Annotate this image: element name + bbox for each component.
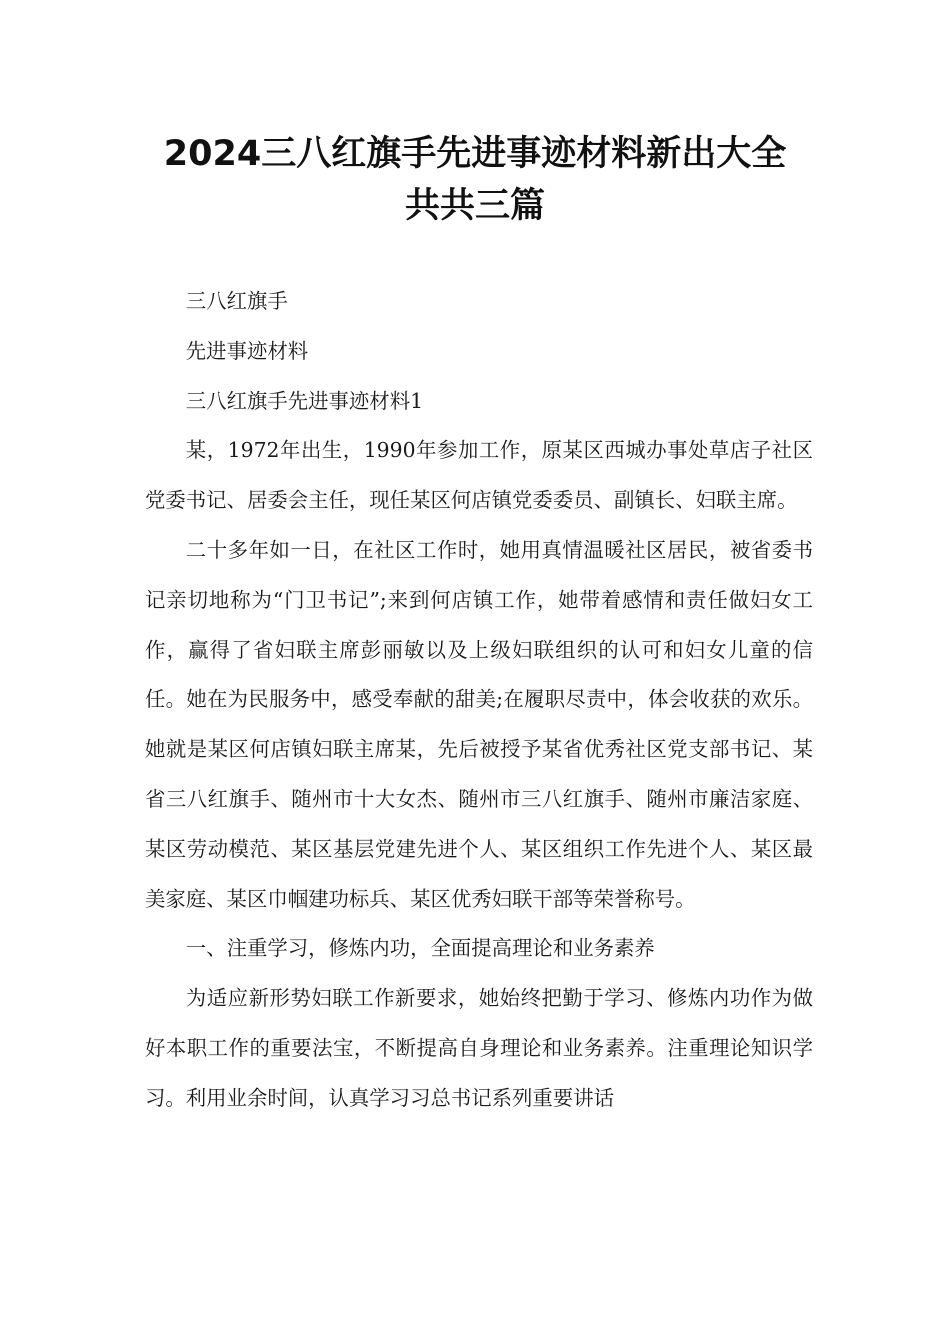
- document-title-line-1: 2024三八红旗手先进事迹材料新出大全: [163, 134, 787, 174]
- document-body: [145, 277, 813, 1124]
- paragraph-heading-1: 三八红旗手: [185, 289, 288, 313]
- document-title-line-2: 共共三篇: [404, 186, 545, 226]
- paragraph-section-title: 三八红旗手先进事迹材料1: [185, 388, 424, 413]
- paragraph-heading-2: 先进事迹材料: [185, 338, 309, 363]
- paragraph: 某，1972年出生，1990年参加工作，原某区西城办事处草店子社区党委书记、居委会主任，现任某区何店镇党委委员、副镇长、妇联主席。: [145, 438, 813, 513]
- paragraph-subheading: 一、注重学习，修炼内功，全面提高理论和业务素养: [185, 936, 655, 961]
- paragraph: 为适应新形势妇联工作新要求，她始终把勤于学习、修炼内功作为做好本职工作的重要法宝，不断提高自身理论和业务素养。注重理论知识学习。利用业余时间，认真学习习总书记系列重要讲话: [145, 986, 813, 1110]
- paragraph: 二十多年如一日，在社区工作时，她用真情温暖社区居民，被省委书记亲切地称为“门卫书记”;来到何店镇工作，她带着感情和责任做妇女工作，赢得了省妇联主席彭丽敏以及上级妇联组织的认可和妇女儿童的信任。她在为民服务中，感受奉献的甜美;在履职尽责中，体会收获的欢乐。她就是某区何店镇妇联主席某，先后被授予某省优秀社区党支部书记、某省三八红旗手、随州市十大女杰、随州市三八红旗手、随州市廉洁家庭、某区劳动模范、某区基层党建先进个人、某区组织工作先进个人、某区最美家庭、某区巾帼建功标兵、某区优秀妇联干部等荣誉称号。: [145, 537, 813, 911]
